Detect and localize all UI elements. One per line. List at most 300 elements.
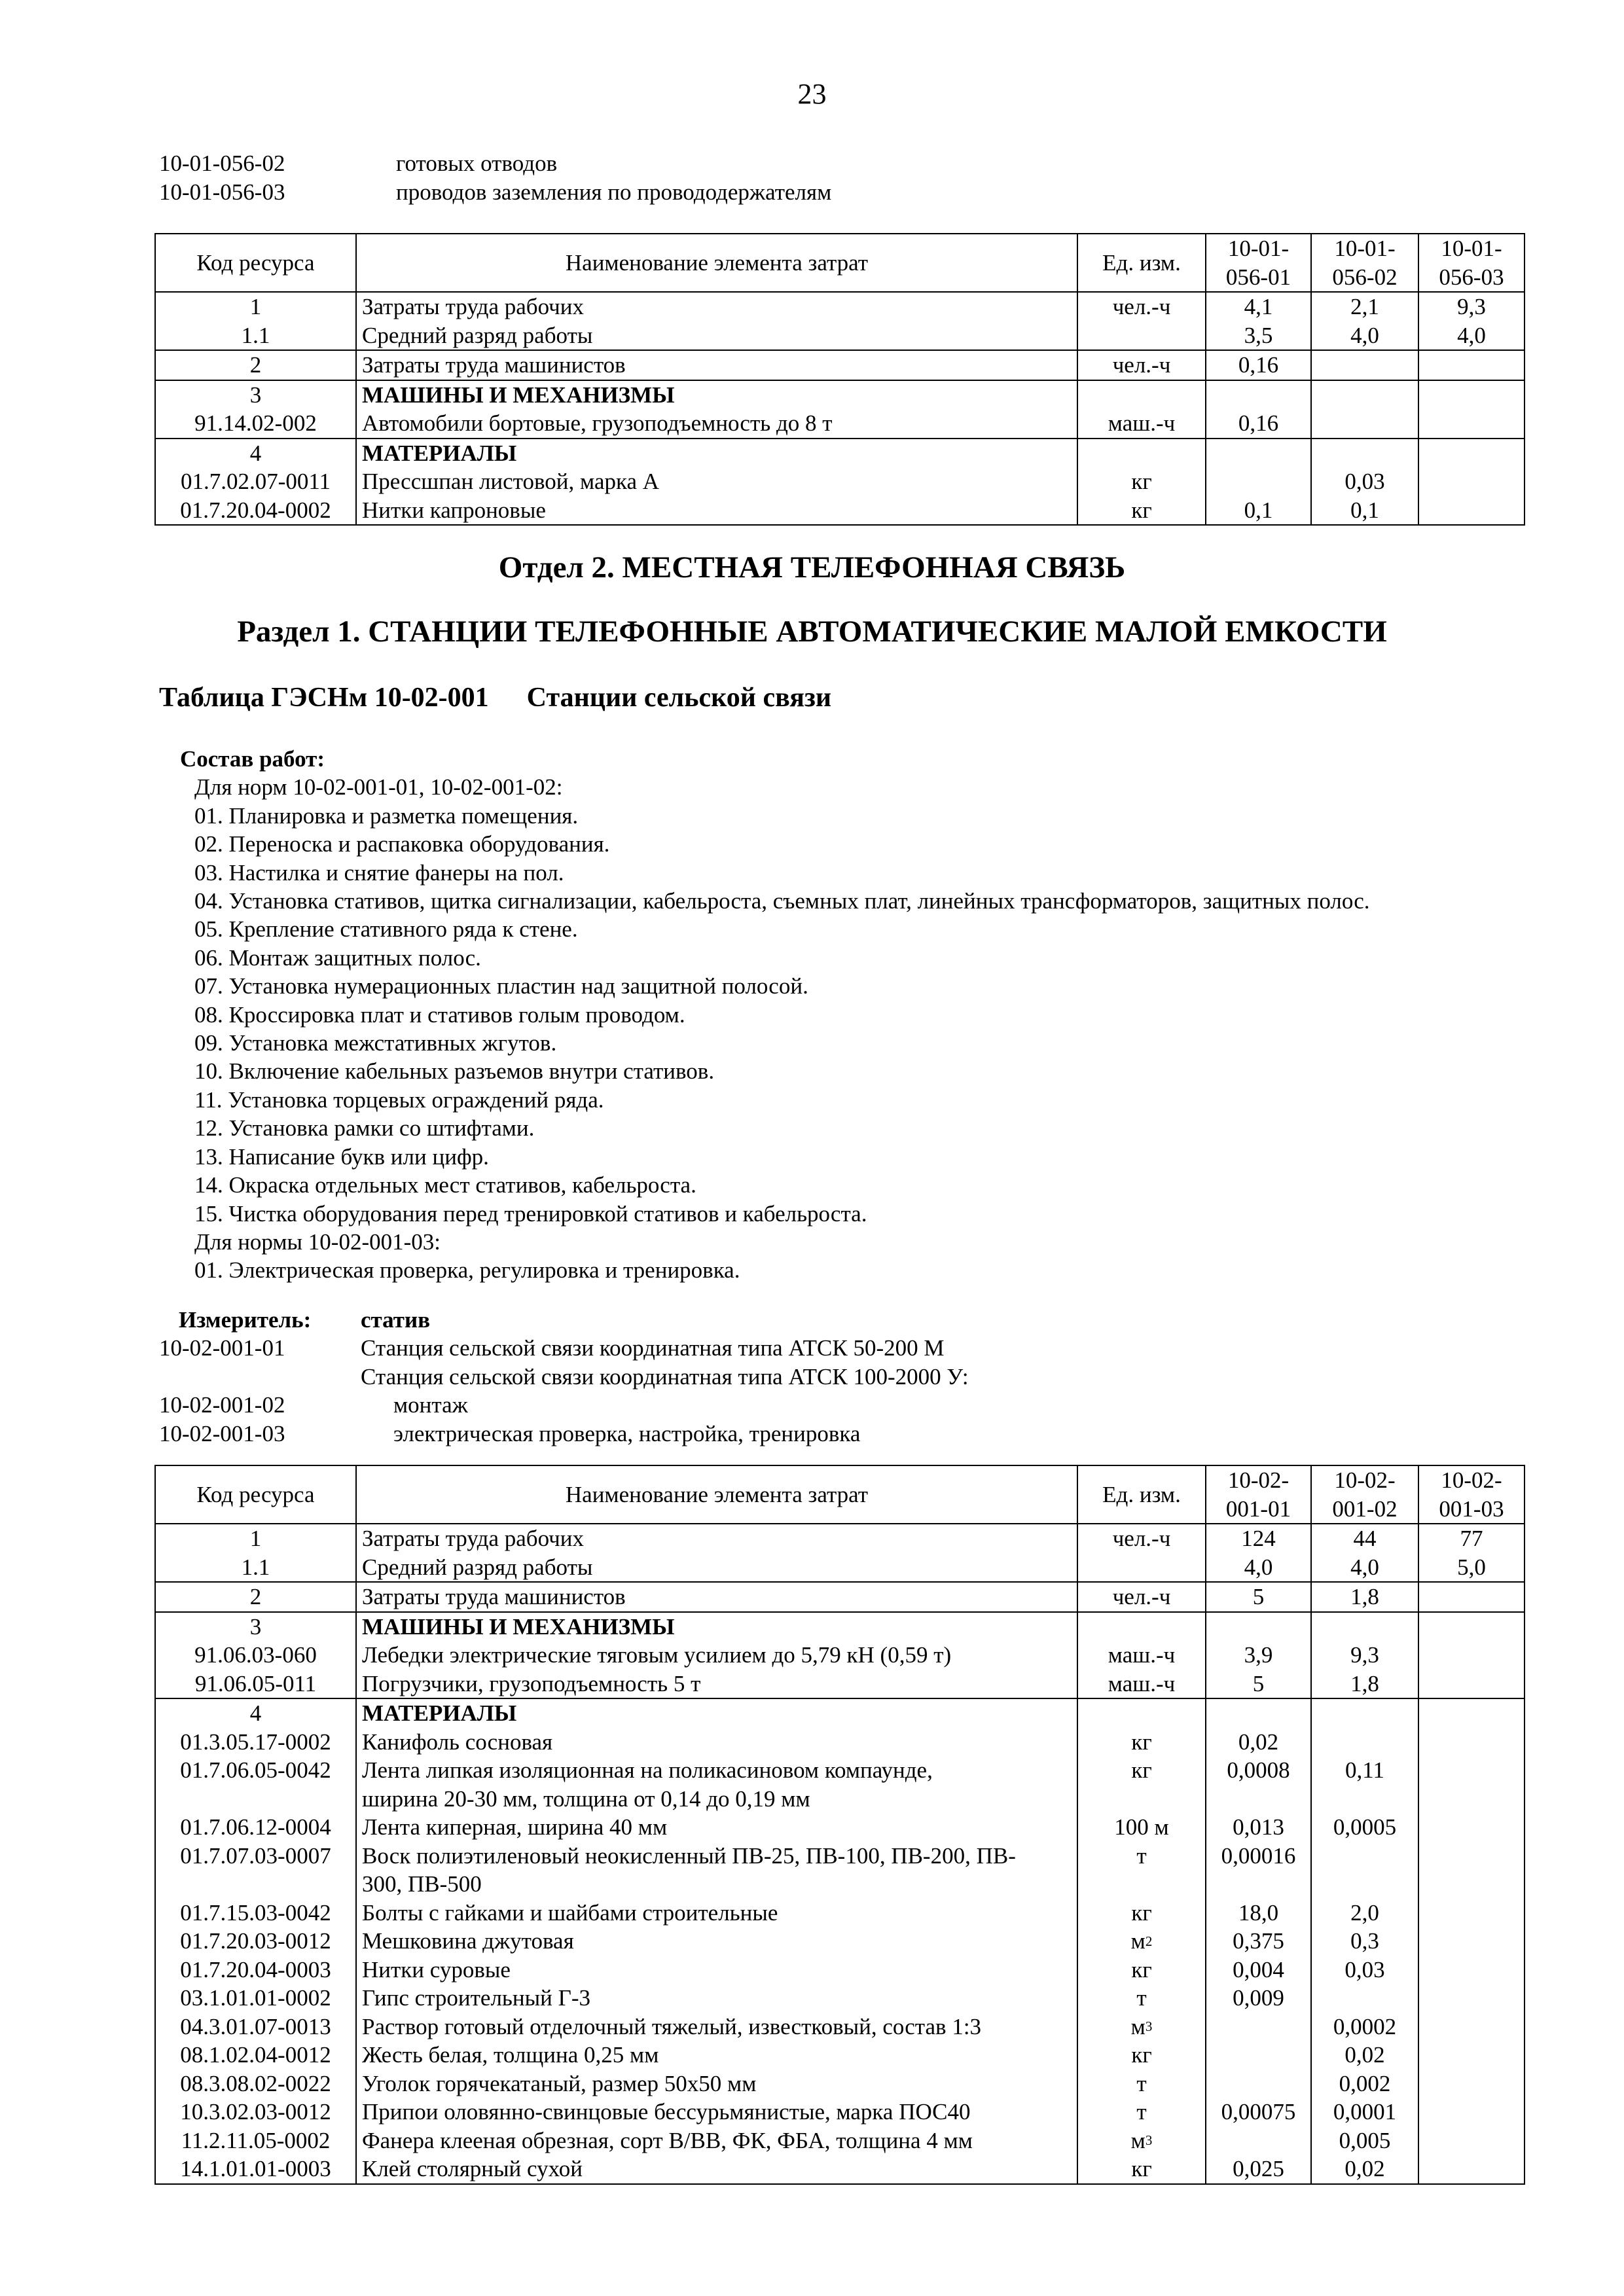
reference-text: готовых отводов xyxy=(396,151,558,176)
work-step: 02. Переноска и распаковка оборудования. xyxy=(194,831,610,857)
resource-name-line: Гипс строительный Г-3 xyxy=(362,1985,591,2011)
norm-value: 0,005 xyxy=(1311,2126,1418,2155)
resource-name-line: Затраты труда машинистов xyxy=(362,352,626,378)
header-norm: 10-01- 056-03 xyxy=(1418,234,1525,292)
norm-value xyxy=(1418,1927,1525,1956)
norm-row xyxy=(159,1391,969,1419)
resource-name xyxy=(356,1641,1077,1670)
norm-value xyxy=(1311,1612,1418,1641)
norm-value xyxy=(1418,1842,1525,1899)
reference-code: 10-01-056-02 xyxy=(159,151,285,176)
resource-name xyxy=(356,1927,1077,1956)
resource-unit xyxy=(1077,380,1206,410)
table-row xyxy=(155,380,1525,410)
norm-value xyxy=(1418,2013,1525,2041)
norm-value: 77 xyxy=(1418,1524,1525,1553)
norm-value: 4,0 xyxy=(1311,1553,1418,1583)
unit-text: маш.-ч xyxy=(1108,1642,1176,1668)
norm-value xyxy=(1311,409,1418,439)
unit-text: чел.-ч xyxy=(1112,1526,1171,1551)
work-step: 03. Настилка и снятие фанеры на пол. xyxy=(194,859,564,886)
resource-code: 01.7.20.03-0012 xyxy=(155,1927,356,1956)
norm-value: 4,0 xyxy=(1311,321,1418,351)
resource-name-line: Лебедки электрические тяговым усилием до 5,79 кН (0,59 т) xyxy=(362,1642,952,1668)
norm-value: 3,9 xyxy=(1206,1641,1311,1670)
norm-value: 0,025 xyxy=(1206,2155,1311,2184)
norm-value: 0,03 xyxy=(1311,467,1418,496)
resource-name-line: Лента липкая изоляционная на поликасиновом компаунде, xyxy=(362,1757,933,1783)
resource-unit xyxy=(1077,467,1206,496)
resource-unit xyxy=(1077,1728,1206,1757)
work-step: 01. Электрическая проверка, регулировка и тренировка. xyxy=(194,1257,740,1283)
norm-value xyxy=(1311,439,1418,468)
unit-exponent: 2 xyxy=(1145,1933,1153,1949)
resource-name-line: Фанера клееная обрезная, сорт В/ВВ, ФК, ФБА, толщина 4 мм xyxy=(362,2127,973,2153)
reference-text: проводов заземления по провододержателям xyxy=(396,179,832,205)
norm-value: 0,013 xyxy=(1206,1813,1311,1842)
resource-code: 1 xyxy=(155,1524,356,1553)
resource-unit xyxy=(1077,1582,1206,1612)
resource-name xyxy=(356,2155,1077,2184)
unit-text: кг xyxy=(1131,1899,1152,1926)
norm-value xyxy=(1418,2098,1525,2126)
norm-value: 0,1 xyxy=(1311,496,1418,526)
work-step: 06. Монтаж защитных полос. xyxy=(194,944,481,971)
resource-name xyxy=(356,1756,1077,1813)
norm-value: 1,8 xyxy=(1311,1582,1418,1612)
resource-name-line: ширина 20-30 мм, толщина от 0,14 до 0,19 мм xyxy=(362,1785,810,1812)
norm-value: 0,11 xyxy=(1311,1756,1418,1813)
header-norm: 10-01- 056-01 xyxy=(1206,234,1311,292)
resource-code: 01.7.20.04-0002 xyxy=(155,496,356,526)
table-row xyxy=(155,1524,1525,1553)
resource-name-line: Раствор готовый отделочный тяжелый, известковый, состав 1:3 xyxy=(362,2013,982,2039)
table-row xyxy=(155,292,1525,321)
resource-name xyxy=(356,1553,1077,1583)
resource-name xyxy=(356,1670,1077,1699)
resource-code: 08.1.02.04-0012 xyxy=(155,2041,356,2070)
norm-value xyxy=(1418,1641,1525,1670)
subsection-heading: Раздел 1. СТАНЦИИ ТЕЛЕФОННЫЕ АВТОМАТИЧЕСКИЕ МАЛОЙ ЕМКОСТИ xyxy=(237,615,1387,649)
resource-code: 01.7.02.07-0011 xyxy=(155,467,356,496)
norm-value xyxy=(1418,1698,1525,1728)
norm-code: 10-02-001-01 xyxy=(159,1335,285,1361)
norm-value xyxy=(1418,1956,1525,1984)
unit-text: кг xyxy=(1131,2156,1152,2181)
resource-unit xyxy=(1077,1698,1206,1728)
norm-value xyxy=(1206,2070,1311,2098)
norm-value: 3,5 xyxy=(1206,321,1311,351)
norm-value xyxy=(1311,380,1418,410)
resource-unit xyxy=(1077,1524,1206,1553)
norm-value xyxy=(1206,1698,1311,1728)
header-norm: 10-02- 001-02 xyxy=(1311,1465,1418,1524)
norm-value xyxy=(1311,1728,1418,1757)
resource-code: 04.3.01.07-0013 xyxy=(155,2013,356,2041)
resource-unit xyxy=(1077,1813,1206,1842)
unit-text: м xyxy=(1130,2013,1146,2039)
norm-value: 44 xyxy=(1311,1524,1418,1553)
work-step: 11. Установка торцевых ограждений ряда. xyxy=(194,1086,604,1113)
resource-unit xyxy=(1077,1553,1206,1583)
norm-value: 0,0001 xyxy=(1311,2098,1418,2126)
norm-value: 9,3 xyxy=(1418,292,1525,321)
resource-name-line: Погрузчики, грузоподъемность 5 т xyxy=(362,1670,701,1696)
norm-value xyxy=(1311,1698,1418,1728)
unit-text: т xyxy=(1136,1842,1147,1869)
norm-value: 124 xyxy=(1206,1524,1311,1553)
unit-text: кг xyxy=(1131,1956,1152,1982)
norm-value: 0,16 xyxy=(1206,350,1311,380)
norm-value: 0,02 xyxy=(1311,2041,1418,2070)
table-header-row xyxy=(155,1465,1525,1524)
norm-text: монтаж xyxy=(393,1392,468,1418)
work-step: 08. Кроссировка плат и стативов голым проводом. xyxy=(194,1001,685,1028)
work-step: 01. Планировка и разметка помещения. xyxy=(194,802,579,829)
norm-value xyxy=(1206,380,1311,410)
resource-name-line: Мешковина джутовая xyxy=(362,1928,574,1954)
norm-value xyxy=(1418,496,1525,526)
norm-row xyxy=(159,1420,969,1448)
norm-value xyxy=(1418,409,1525,439)
unit-text: кг xyxy=(1131,497,1152,523)
table-row xyxy=(155,1553,1525,1583)
work-step: 10. Включение кабельных разъемов внутри стативов. xyxy=(194,1058,715,1085)
norm-value: 4,1 xyxy=(1206,292,1311,321)
unit-text: кг xyxy=(1131,2042,1152,2068)
resource-unit xyxy=(1077,2041,1206,2070)
norm-value: 0,03 xyxy=(1311,1956,1418,1984)
norm-value xyxy=(1418,439,1525,468)
resource-unit xyxy=(1077,2070,1206,2098)
reference-row xyxy=(159,149,831,178)
resource-name xyxy=(356,1728,1077,1757)
resource-unit xyxy=(1077,1670,1206,1699)
table-row xyxy=(155,439,1525,468)
norm-value xyxy=(1418,1670,1525,1699)
measurement-row xyxy=(159,1306,969,1334)
resource-name-line: Затраты труда рабочих xyxy=(362,1526,584,1551)
resource-name xyxy=(356,292,1077,321)
work-step: 12. Установка рамки со штифтами. xyxy=(194,1115,535,1141)
norm-value: 18,0 xyxy=(1206,1899,1311,1928)
work-step: 09. Установка межстативных жгутов. xyxy=(194,1030,557,1056)
resource-code: 91.14.02-002 xyxy=(155,409,356,439)
work-composition xyxy=(180,745,1369,1285)
resource-name-line: Автомобили бортовые, грузоподъемность до 8 т xyxy=(362,410,833,436)
page-number: 23 xyxy=(797,78,827,110)
resource-name xyxy=(356,1956,1077,1984)
resource-name xyxy=(356,380,1077,410)
resource-name xyxy=(356,321,1077,351)
table-row xyxy=(155,496,1525,526)
work-step: 13. Написание букв или цифр. xyxy=(194,1143,489,1170)
resource-code: 01.7.06.05-0042 xyxy=(155,1756,356,1813)
resource-unit xyxy=(1077,409,1206,439)
resource-table-1 xyxy=(154,233,1525,526)
resource-code: 3 xyxy=(155,380,356,410)
norm-value: 9,3 xyxy=(1311,1641,1418,1670)
resource-name-line: МАТЕРИАЛЫ xyxy=(362,440,517,466)
resource-name-line: Затраты труда машинистов xyxy=(362,1584,626,1609)
unit-text: кг xyxy=(1131,469,1152,494)
norm-value: 1,8 xyxy=(1311,1670,1418,1699)
resource-unit xyxy=(1077,439,1206,468)
norm-value xyxy=(1418,1728,1525,1757)
resource-name xyxy=(356,1842,1077,1899)
norm-value: 0,004 xyxy=(1206,1956,1311,1984)
header-norm: 10-02- 001-01 xyxy=(1206,1465,1311,1524)
resource-unit xyxy=(1077,1899,1206,1928)
resource-unit xyxy=(1077,1927,1206,1956)
unit-text: м xyxy=(1130,1928,1146,1954)
unit-text: чел.-ч xyxy=(1112,294,1171,319)
table-title-code: Таблица ГЭСНм 10-02-001 xyxy=(159,683,489,713)
resource-unit xyxy=(1077,2155,1206,2184)
resource-code: 03.1.01.01-0002 xyxy=(155,1984,356,2013)
norm-value xyxy=(1418,1756,1525,1813)
header-unit: Ед. изм. xyxy=(1077,1465,1206,1524)
work-step: 04. Установка стативов, щитка сигнализации, кабельроста, съемных плат, линейных трансформаторов, защитных полос. xyxy=(194,888,1370,914)
resource-code: 2 xyxy=(155,1582,356,1612)
resource-name-line: МАТЕРИАЛЫ xyxy=(362,1700,517,1726)
header-norm: 10-02- 001-03 xyxy=(1418,1465,1525,1524)
work-step: 07. Установка нумерационных пластин над защитной полосой. xyxy=(194,973,808,999)
resource-name-line: Клей столярный сухой xyxy=(362,2156,583,2181)
resource-name xyxy=(356,1984,1077,2013)
norm-text: Станция сельской связи координатная типа АТСК 100-2000 У: xyxy=(361,1363,969,1390)
norm-value xyxy=(1206,2013,1311,2041)
resource-name xyxy=(356,496,1077,526)
norm-value xyxy=(1418,380,1525,410)
resource-code: 01.7.07.03-0007 xyxy=(155,1842,356,1899)
resource-code: 14.1.01.01-0003 xyxy=(155,2155,356,2184)
measurement-value: статив xyxy=(361,1307,431,1333)
resource-code: 4 xyxy=(155,439,356,468)
resource-name-line: Уголок горячекатаный, размер 50х50 мм xyxy=(362,2070,757,2096)
norm-value xyxy=(1206,439,1311,468)
unit-exponent: 3 xyxy=(1145,2132,1153,2149)
norm-value: 0,3 xyxy=(1311,1927,1418,1956)
resource-code: 01.7.20.04-0003 xyxy=(155,1956,356,1984)
resource-name xyxy=(356,409,1077,439)
resource-name-line: Лента киперная, ширина 40 мм xyxy=(362,1814,668,1840)
header-code: Код ресурса xyxy=(155,1465,356,1524)
norm-value: 0,375 xyxy=(1206,1927,1311,1956)
resource-name-line: Средний разряд работы xyxy=(362,1554,593,1580)
norm-value xyxy=(1418,1582,1525,1612)
resource-name-line: Воск полиэтиленовый неокисленный ПВ-25, ПВ-100, ПВ-200, ПВ- xyxy=(362,1842,1016,1869)
table-row xyxy=(155,1641,1525,1670)
header-name: Наименование элемента затрат xyxy=(356,234,1077,292)
resource-name xyxy=(356,2041,1077,2070)
table-row xyxy=(155,1842,1525,1899)
header-name: Наименование элемента затрат xyxy=(356,1465,1077,1524)
table-header-row xyxy=(155,234,1525,292)
norm-value: 5,0 xyxy=(1418,1553,1525,1583)
norm-row xyxy=(159,1363,969,1391)
table-row xyxy=(155,2070,1525,2098)
resource-code: 1 xyxy=(155,292,356,321)
resource-code: 1.1 xyxy=(155,321,356,351)
norm-value: 0,009 xyxy=(1206,1984,1311,2013)
resource-name xyxy=(356,2070,1077,2098)
norm-value xyxy=(1418,2070,1525,2098)
table-row xyxy=(155,1984,1525,2013)
table-row xyxy=(155,1899,1525,1928)
table-row xyxy=(155,1927,1525,1956)
resource-code: 01.7.06.12-0004 xyxy=(155,1813,356,1842)
norm-value: 0,00016 xyxy=(1206,1842,1311,1899)
norm-code: 10-02-001-02 xyxy=(159,1392,285,1418)
norm-value: 4,0 xyxy=(1206,1553,1311,1583)
table-row xyxy=(155,2098,1525,2126)
resource-unit xyxy=(1077,1984,1206,2013)
reference-list xyxy=(159,149,831,207)
measurement-label: Измеритель: xyxy=(179,1307,312,1333)
section-heading: Отдел 2. МЕСТНАЯ ТЕЛЕФОННАЯ СВЯЗЬ xyxy=(498,550,1126,584)
resource-unit xyxy=(1077,1756,1206,1813)
resource-name-line: Прессшпан листовой, марка А xyxy=(362,469,660,494)
norm-value xyxy=(1418,2126,1525,2155)
unit-text: м xyxy=(1130,2127,1146,2153)
work-step: 14. Окраска отдельных мест стативов, кабельроста. xyxy=(194,1172,696,1198)
resource-name xyxy=(356,1612,1077,1641)
unit-text: маш.-ч xyxy=(1108,410,1176,436)
resource-code: 1.1 xyxy=(155,1553,356,1583)
resource-name-line: Припои оловянно-свинцовые бессурьмянистые, марка ПОС40 xyxy=(362,2099,971,2125)
table-row xyxy=(155,1698,1525,1728)
resource-name xyxy=(356,1582,1077,1612)
table-row xyxy=(155,2126,1525,2155)
resource-code: 2 xyxy=(155,350,356,380)
norm-value: 0,1 xyxy=(1206,496,1311,526)
norm-code: 10-02-001-03 xyxy=(159,1420,285,1446)
norm-value xyxy=(1418,350,1525,380)
table-row xyxy=(155,467,1525,496)
norm-code xyxy=(159,1363,361,1391)
resource-name-line: МАШИНЫ И МЕХАНИЗМЫ xyxy=(362,1613,675,1640)
unit-text: т xyxy=(1136,2070,1147,2096)
resource-name xyxy=(356,1899,1077,1928)
resource-unit xyxy=(1077,2126,1206,2155)
resource-unit xyxy=(1077,1842,1206,1899)
resource-code: 01.7.15.03-0042 xyxy=(155,1899,356,1928)
resource-unit xyxy=(1077,496,1206,526)
resource-name xyxy=(356,2098,1077,2126)
header-code: Код ресурса xyxy=(155,234,356,292)
resource-code: 10.3.02.03-0012 xyxy=(155,2098,356,2126)
norm-value: 2,1 xyxy=(1311,292,1418,321)
table-row xyxy=(155,2013,1525,2041)
norm-text: электрическая проверка, настройка, тренировка xyxy=(393,1420,861,1446)
resource-name xyxy=(356,1698,1077,1728)
resource-unit xyxy=(1077,350,1206,380)
unit-text: т xyxy=(1136,2099,1147,2125)
unit-text: маш.-ч xyxy=(1108,1670,1176,1696)
reference-row xyxy=(159,178,831,207)
norm-value xyxy=(1206,467,1311,496)
norm-value: 2,0 xyxy=(1311,1899,1418,1928)
work-step: 15. Чистка оборудования перед тренировкой стативов и кабельроста. xyxy=(194,1200,867,1227)
resource-name-line: Средний разряд работы xyxy=(362,322,593,348)
resource-unit xyxy=(1077,292,1206,321)
resource-unit xyxy=(1077,1612,1206,1641)
resource-unit xyxy=(1077,1641,1206,1670)
norm-value xyxy=(1418,2155,1525,2184)
resource-unit xyxy=(1077,321,1206,351)
resource-name-line: Болты с гайками и шайбами строительные xyxy=(362,1899,778,1926)
work-step: 05. Крепление стативного ряда к стене. xyxy=(194,916,578,942)
table-row xyxy=(155,1582,1525,1612)
unit-text: 100 м xyxy=(1114,1814,1169,1840)
work-step: Для нормы 10-02-001-03: xyxy=(194,1229,441,1255)
norm-value xyxy=(1206,1612,1311,1641)
resource-name xyxy=(356,1524,1077,1553)
resource-name xyxy=(356,350,1077,380)
table-row xyxy=(155,1956,1525,1984)
norm-value xyxy=(1311,350,1418,380)
header-unit: Ед. изм. xyxy=(1077,234,1206,292)
norm-value xyxy=(1418,467,1525,496)
work-step: Для норм 10-02-001-01, 10-02-001-02: xyxy=(194,774,563,800)
norm-value: 0,16 xyxy=(1206,409,1311,439)
table-row xyxy=(155,2155,1525,2184)
norm-value xyxy=(1418,1813,1525,1842)
table-title-name: Станции сельской связи xyxy=(526,683,832,713)
resource-name-line: Затраты труда рабочих xyxy=(362,294,584,319)
norm-value: 0,002 xyxy=(1311,2070,1418,2098)
resource-name xyxy=(356,467,1077,496)
resource-code: 11.2.11.05-0002 xyxy=(155,2126,356,2155)
table-row xyxy=(155,321,1525,351)
norm-value: 5 xyxy=(1206,1582,1311,1612)
table-row xyxy=(155,409,1525,439)
norm-value: 0,0008 xyxy=(1206,1756,1311,1813)
table-row xyxy=(155,1756,1525,1813)
norm-value xyxy=(1418,1899,1525,1928)
norm-value xyxy=(1418,1612,1525,1641)
unit-text: чел.-ч xyxy=(1112,352,1171,378)
resource-name-line: Жесть белая, толщина 0,25 мм xyxy=(362,2042,659,2068)
norm-row xyxy=(159,1334,969,1362)
resource-code: 91.06.05-011 xyxy=(155,1670,356,1699)
table-row xyxy=(155,2041,1525,2070)
resource-unit xyxy=(1077,1956,1206,1984)
resource-name xyxy=(356,2126,1077,2155)
norm-value xyxy=(1311,1842,1418,1899)
unit-text: т xyxy=(1136,1985,1147,2011)
resource-unit xyxy=(1077,2098,1206,2126)
norm-value xyxy=(1206,2126,1311,2155)
norm-value: 5 xyxy=(1206,1670,1311,1699)
resource-name xyxy=(356,439,1077,468)
norm-value xyxy=(1418,1984,1525,2013)
unit-text: кг xyxy=(1131,1757,1152,1783)
norm-value: 0,0005 xyxy=(1311,1813,1418,1842)
norm-value: 0,02 xyxy=(1311,2155,1418,2184)
header-norm: 10-01- 056-02 xyxy=(1311,234,1418,292)
norm-value xyxy=(1418,2041,1525,2070)
resource-name xyxy=(356,1813,1077,1842)
norm-value xyxy=(1311,1984,1418,2013)
table-title xyxy=(159,682,831,713)
resource-name-line: 300, ПВ-500 xyxy=(362,1871,482,1897)
norm-value: 4,0 xyxy=(1418,321,1525,351)
table-row xyxy=(155,1728,1525,1757)
reference-code: 10-01-056-03 xyxy=(159,179,285,205)
norm-value: 0,00075 xyxy=(1206,2098,1311,2126)
